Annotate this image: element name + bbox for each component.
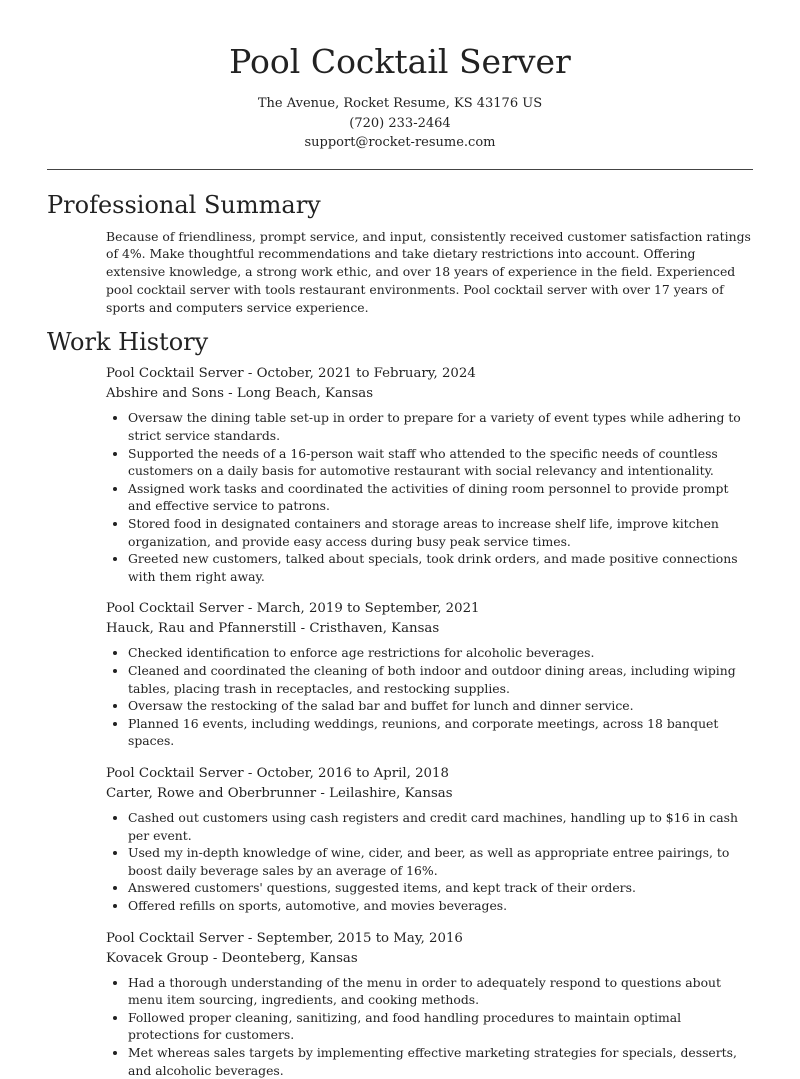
job-title: Pool Cocktail Server - October, 2021 to February, 2024 [106,366,476,382]
contact-address: The Avenue, Rocket Resume, KS 43176 US [257,96,543,111]
job-bullet: • Offered refills on sports, automotive, and movies beverages. [128,897,753,915]
header-divider [47,169,753,170]
job-bullet: • Followed proper cleaning, sanitizing, and food handling procedures to maintain optimal protections for customers. [128,1009,753,1044]
job-bullets [106,809,753,915]
work-history-section [0,327,800,1079]
job-bullets [106,409,753,585]
job-bullets [106,974,753,1079]
job-bullet: • Planned 16 events, including weddings, reunions, and corporate meetings, across 18 banquet spaces. [128,715,753,750]
job-entry [106,764,753,915]
job-entry [106,929,753,1079]
job-bullet: • Oversaw the restocking of the salad bar and buffet for lunch and dinner service. [128,697,753,715]
job-bullets [106,644,753,750]
job-bullet: • Used my in-depth knowledge of wine, cider, and beer, as well as appropriate entree pairings, to boost daily beverage sales by an average of 16%. [128,844,753,879]
job-bullet: • Cleaned and coordinated the cleaning of both indoor and outdoor dining areas, including wiping tables, placing trash in receptacles, and restocking supplies. [128,662,753,697]
summary-text: Because of friendliness, prompt service, and input, consistently received customer satisfaction ratings of 4%. Make thoughtful recommendations and take dietary restrictions into account. Offering extensive knowledge, a strong work ethic, and over 18 years of experience in the field. Experienced pool cocktail server with tools restaurant environments. Pool cocktail server with over 17 years of sports and computers service experience. [106,228,751,315]
resume-header [0,0,800,153]
job-entry [106,599,753,750]
job-bullet: • Answered customers' questions, suggested items, and kept track of their orders. [128,879,753,897]
job-bullet: • Greeted new customers, talked about specials, took drink orders, and made positive connections with them right away. [128,550,753,585]
job-company: Hauck, Rau and Pfannerstill - Cristhaven, Kansas [106,621,440,637]
job-entry [106,364,753,585]
candidate-name: Pool Cocktail Server [229,42,571,81]
contact-block [0,94,800,153]
job-company: Kovacek Group - Deonteberg, Kansas [106,950,358,966]
contact-email: support@rocket-resume.com [304,135,496,150]
job-bullet: • Oversaw the dining table set-up in order to prepare for a variety of event types while adhering to strict service standards. [128,409,753,444]
summary-section [0,190,800,317]
summary-heading: Professional Summary [47,190,321,219]
job-title: Pool Cocktail Server - October, 2016 to April, 2018 [106,765,449,781]
job-bullet: • Assigned work tasks and coordinated the activities of dining room personnel to provide prompt and effective service to patrons. [128,480,753,515]
job-title: Pool Cocktail Server - September, 2015 to May, 2016 [106,930,463,946]
job-bullet: • Supported the needs of a 16-person wait staff who attended to the specific needs of countless customers on a daily basis for automotive restaurant with social relevancy and intentionality. [128,445,753,480]
job-bullet: • Had a thorough understanding of the menu in order to adequately respond to questions about menu item sourcing, ingredients, and cooking methods. [128,974,753,1009]
job-bullet: • Stored food in designated containers and storage areas to increase shelf life, improve kitchen organization, and provide easy access during busy peak service times. [128,515,753,550]
work-history-heading: Work History [47,328,209,357]
contact-phone: (720) 233-2464 [349,115,451,131]
job-company: Carter, Rowe and Oberbrunner - Leilashire, Kansas [106,785,453,801]
job-bullet: • Checked identification to enforce age restrictions for alcoholic beverages. [128,644,753,662]
job-company: Abshire and Sons - Long Beach, Kansas [106,386,374,402]
job-bullet: • Cashed out customers using cash registers and credit card machines, handling up to $16 in cash per event. [128,809,753,844]
job-bullet: • Met whereas sales targets by implementing effective marketing strategies for specials, desserts, and alcoholic beverages. [128,1044,753,1079]
job-title: Pool Cocktail Server - March, 2019 to September, 2021 [106,601,480,617]
